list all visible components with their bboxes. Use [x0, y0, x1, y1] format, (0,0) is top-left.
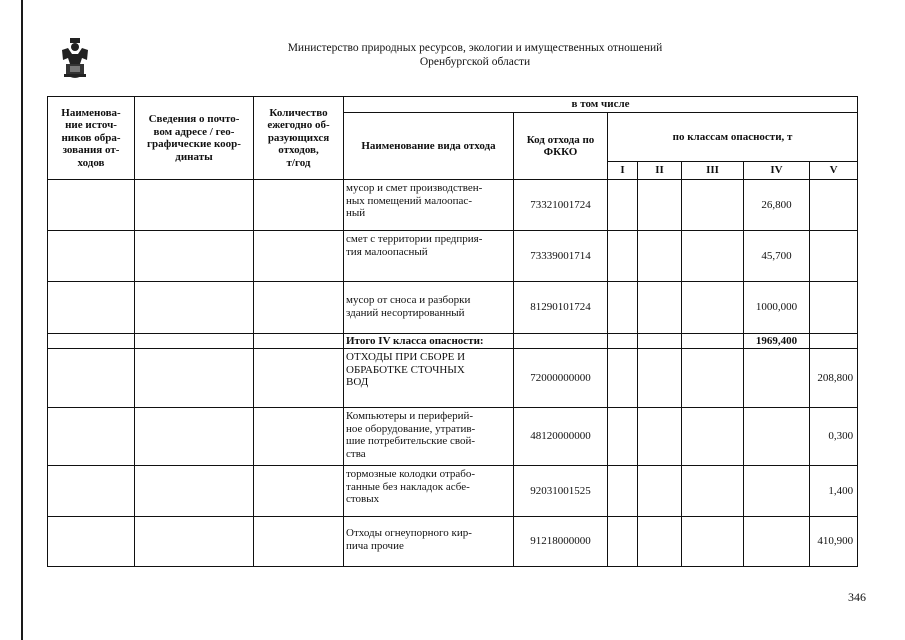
class-header-3: III — [682, 162, 744, 180]
waste-code: 73339001714 — [514, 231, 608, 282]
class-v-value — [810, 231, 858, 282]
waste-table — [47, 96, 858, 567]
col-header-hazard-classes: по классам опасности, т — [608, 113, 858, 162]
ministry-header — [240, 41, 710, 69]
page-edge-bar — [21, 0, 23, 640]
col-header-waste-type: Наименование вида отхода — [344, 113, 514, 180]
total-iv-value: 1969,400 — [744, 334, 810, 349]
header-row-1 — [48, 97, 858, 113]
class-header-4: IV — [744, 162, 810, 180]
class-v-value: 208,800 — [810, 349, 858, 408]
waste-name: смет с территории предприя- тия малоопасный — [344, 231, 514, 282]
class-iv-value: 26,800 — [744, 180, 810, 231]
table-row — [48, 349, 858, 408]
class-iv-value — [744, 349, 810, 408]
table-row — [48, 408, 858, 466]
col-header-source-name: Наименова- ние источ- ников обра- зования от- ходов — [48, 97, 135, 180]
ministry-title: Министерство природных ресурсов, экологии и имущественных отношений — [287, 42, 663, 54]
class-v-value: 1,400 — [810, 466, 858, 517]
class-v-value — [810, 180, 858, 231]
class-iv-value — [744, 517, 810, 567]
class-iv-value — [744, 466, 810, 517]
waste-code: 72000000000 — [514, 349, 608, 408]
waste-code: 81290101724 — [514, 282, 608, 334]
table-row — [48, 231, 858, 282]
waste-name: мусор и смет производствен- ных помещений малоопас- ный — [344, 180, 514, 231]
table-row — [48, 180, 858, 231]
waste-name: ОТХОДЫ ПРИ СБОРЕ И ОБРАБОТКЕ СТОЧНЫХ ВОД — [344, 349, 514, 408]
col-header-quantity: Количество ежегодно об- разующихся отходов, т/год — [254, 97, 344, 180]
class-v-value: 0,300 — [810, 408, 858, 466]
total-row — [48, 334, 858, 349]
col-header-address: Сведения о почто- вом адресе / гео- графические коор- динаты — [135, 97, 254, 180]
coat-of-arms-icon — [60, 38, 90, 82]
class-iv-value: 45,700 — [744, 231, 810, 282]
class-v-value: 410,900 — [810, 517, 858, 567]
waste-code: 92031001525 — [514, 466, 608, 517]
waste-code: 73321001724 — [514, 180, 608, 231]
col-header-fkko-code: Код отхода по ФККО — [514, 113, 608, 180]
waste-code: 48120000000 — [514, 408, 608, 466]
waste-name: мусор от сноса и разборки зданий несортированный — [344, 282, 514, 334]
waste-name: тормозные колодки отрабо- танные без накладок асбе- стовых — [344, 466, 514, 517]
table-row — [48, 517, 858, 567]
region-title: Оренбургской области — [419, 56, 531, 68]
col-header-including: в том числе — [344, 97, 858, 113]
total-iv-label: Итого IV класса опасности: — [344, 334, 514, 349]
page-number: 346 — [848, 590, 866, 604]
waste-name: Отходы огнеупорного кир- пича прочие — [344, 517, 514, 567]
class-header-2: II — [638, 162, 682, 180]
waste-code: 91218000000 — [514, 517, 608, 567]
class-v-value — [810, 282, 858, 334]
class-header-5: V — [810, 162, 858, 180]
table-row — [48, 282, 858, 334]
class-iv-value: 1000,000 — [744, 282, 810, 334]
table-row — [48, 466, 858, 517]
waste-name: Компьютеры и периферий- ное оборудование, утратив- шие потребительские свой- ства — [344, 408, 514, 466]
class-header-1: I — [608, 162, 638, 180]
class-iv-value — [744, 408, 810, 466]
